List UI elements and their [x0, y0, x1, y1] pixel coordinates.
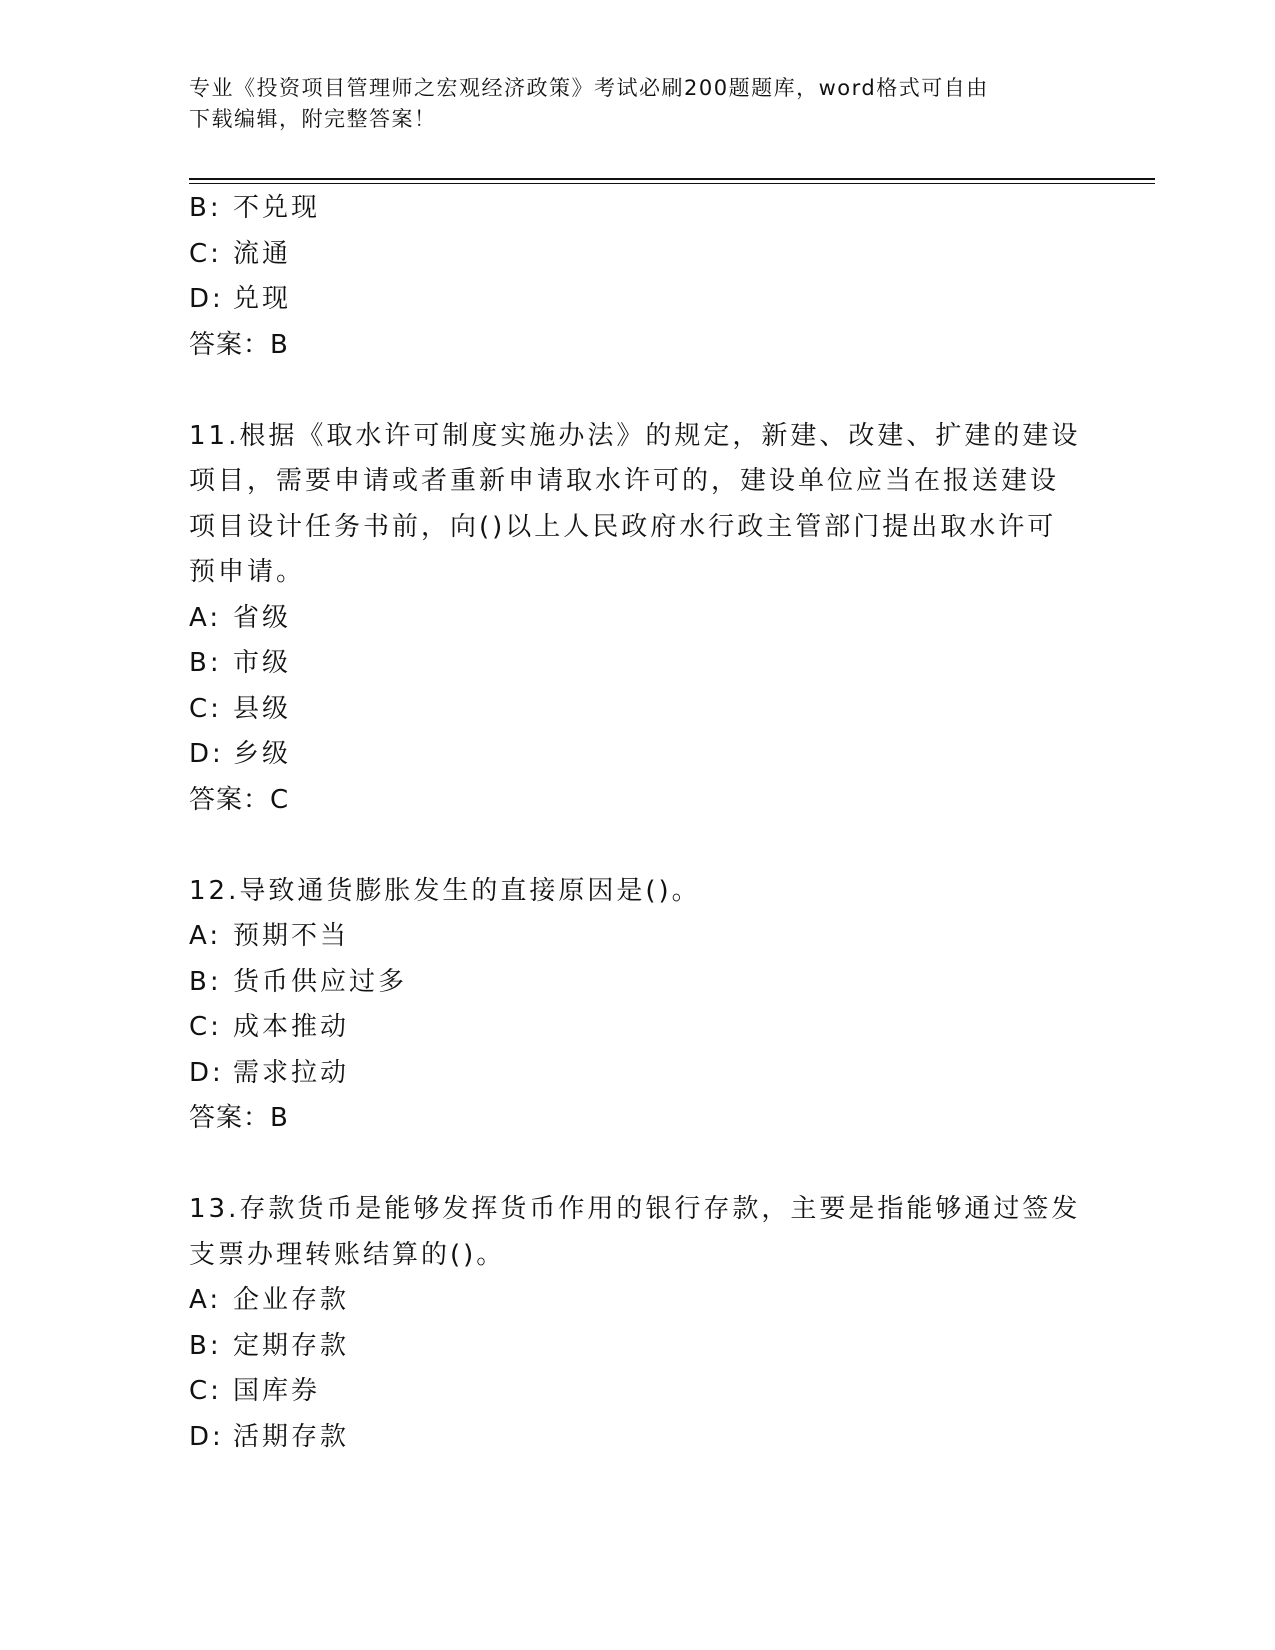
option-b: B: 不兑现: [189, 193, 321, 223]
header-divider-thin: [189, 183, 1155, 184]
answer-line: 答案：B: [189, 329, 289, 360]
option-d: D: 乡级: [189, 739, 292, 769]
option-a: A: 省级: [189, 602, 292, 633]
question-text-line: 预申请。: [189, 557, 306, 587]
option-c: C: 成本推动: [189, 1012, 350, 1042]
question-text-line: 项目设计任务书前，向()以上人民政府水行政主管部门提出取水许可: [189, 511, 1057, 542]
question-11: [189, 414, 1089, 824]
option-d: D: 需求拉动: [189, 1057, 350, 1088]
question-list: [189, 186, 1089, 1460]
question-text-line: 支票办理转账结算的()。: [189, 1239, 506, 1270]
header-line-2: 下载编辑，附完整答案！: [189, 107, 437, 131]
option-a: A: 预期不当: [189, 921, 350, 951]
question-text-line: 12.导致通货膨胀发生的直接原因是()。: [189, 875, 701, 906]
answer-line: 答案：B: [189, 1103, 289, 1133]
question-text-line: 项目，需要申请或者重新申请取水许可的，建设单位应当在报送建设: [189, 466, 1060, 496]
spacer: [189, 823, 1089, 869]
document-header: [189, 73, 1069, 135]
header-divider-thick: [189, 178, 1155, 180]
option-c: C: 流通: [189, 238, 292, 269]
option-b: B: 定期存款: [189, 1330, 350, 1361]
option-c: C: 县级: [189, 693, 292, 724]
option-b: B: 货币供应过多: [189, 966, 408, 997]
option-b: B: 市级: [189, 648, 292, 678]
spacer: [189, 1142, 1089, 1188]
question-12: [189, 869, 1089, 1142]
option-a: A: 企业存款: [189, 1285, 350, 1315]
question-text-line: 13.存款货币是能够发挥货币作用的银行存款，主要是指能够通过签发: [189, 1194, 1081, 1224]
answer-line: 答案：C: [189, 784, 290, 815]
option-c: C: 国库券: [189, 1376, 321, 1406]
option-d: D: 兑现: [189, 284, 292, 314]
option-d: D: 活期存款: [189, 1421, 350, 1452]
question-13: [189, 1187, 1089, 1460]
previous-question-tail: [189, 186, 1089, 368]
question-text-line: 11.根据《取水许可制度实施办法》的规定，新建、改建、扩建的建设: [189, 420, 1081, 451]
header-line-1: 专业《投资项目管理师之宏观经济政策》考试必刷200题题库，word格式可自由: [189, 76, 989, 100]
spacer: [189, 368, 1089, 414]
